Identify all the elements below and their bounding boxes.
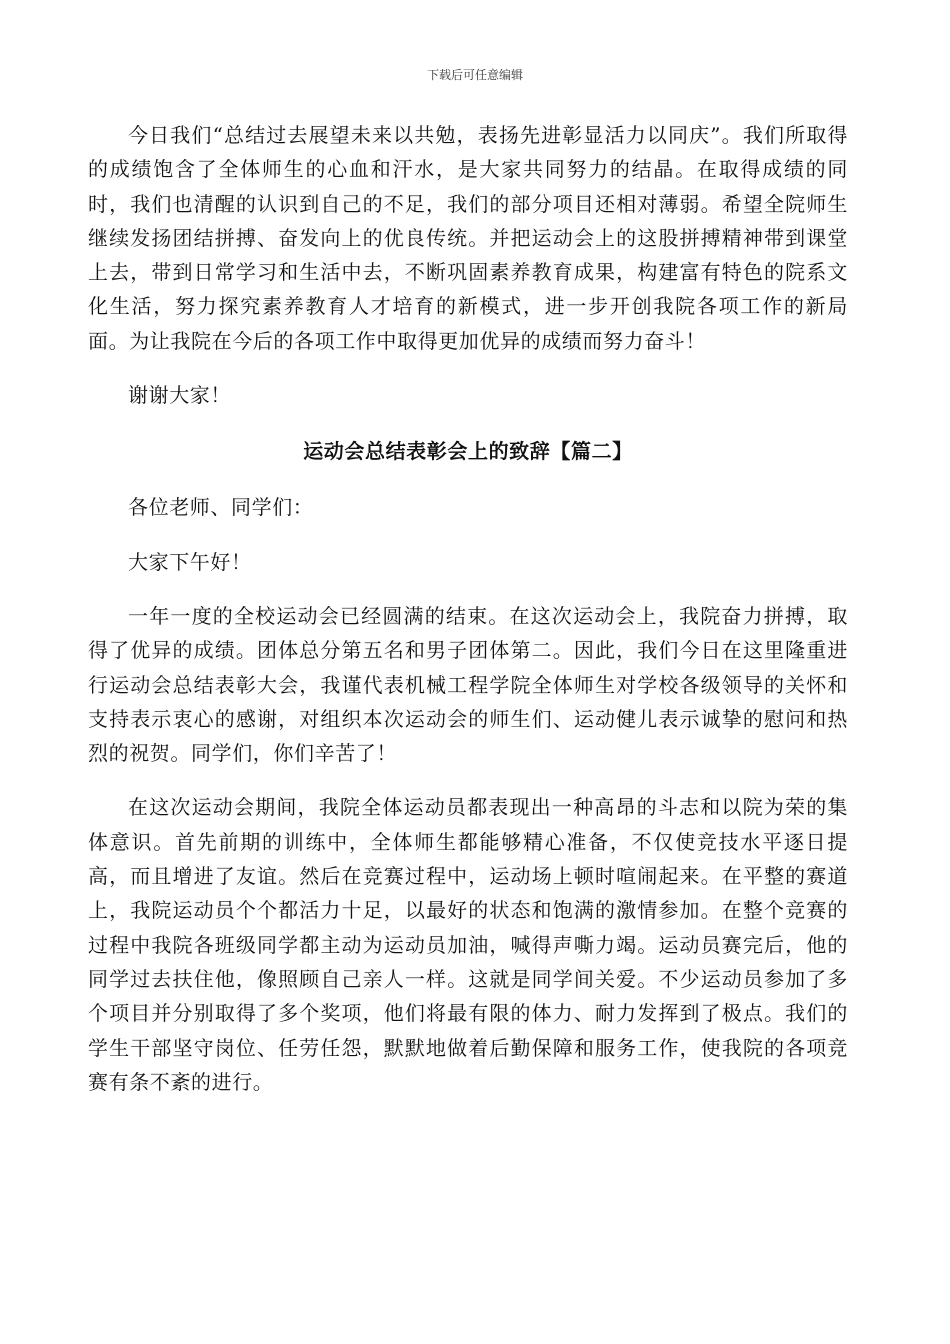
section-title: 运动会总结表彰会上的致辞【篇二】 <box>303 439 633 464</box>
paragraph-results: 一年一度的全校运动会已经圆满的结束。在这次运动会上，我院奋力拼搏，取得了优异的成绩。团体总分第五名和男子团体第二。因此，我们今日在这里隆重进行运动会总结表彰大会，我谨代表机械工程学院全体师生对学校各级领导的关怀和支持表示衷心的感谢，对组织本次运动会的师生们、运动健儿表示诚挚的慰问和热烈的祝贺。同学们，你们辛苦了！ <box>88 603 848 766</box>
paragraph-closing-remarks: 今日我们“总结过去展望未来以共勉，表扬先进彰显活力以同庆”。我们所取得的成绩饱含了全体师生的心血和汗水，是大家共同努力的结晶。在取得成绩的同时，我们也清醒的认识到自己的不足，我们的部分项目还相对薄弱。希望全院师生继续发扬团结拼搏、奋发向上的优良传统。并把运动会上的这股拼搏精神带到课堂上去，带到日常学习和生活中去，不断巩固素养教育成果，构建富有特色的院系文化生活，努力探究素养教育人才培育的新模式，进一步开创我院各项工作的新局面。为让我院在今后的各项工作中取得更加优异的成绩而努力奋斗！ <box>88 123 848 353</box>
paragraph-salutation: 各位老师、同学们： <box>128 495 314 520</box>
paragraph-greeting: 大家下午好！ <box>128 549 252 574</box>
header-note: 下载后可任意编辑 <box>426 68 523 82</box>
paragraph-athletes: 在这次运动会期间，我院全体运动员都表现出一种高昂的斗志和以院为荣的集体意识。首先前期的训练中，全体师生都能够精心准备，不仅使竞技水平逐日提高，而且增进了友谊。然后在竞赛过程中，运动场上顿时喧闹起来。在平整的赛道上，我院运动员个个都活力十足，以最好的状态和饱满的激情参加。在整个竞赛的过程中我院各班级同学都主动为运动员加油，喊得声嘶力竭。运动员赛完后，他的同学过去扶住他，像照顾自己亲人一样。这就是同学间关爱。不少运动员参加了多个项目并分别取得了多个奖项，他们将最有限的体力、耐力发挥到了极点。我们的学生干部坚守岗位、任劳任怨，默默地做着后勤保障和服务工作，使我院的各项竞赛有条不紊的进行。 <box>88 795 848 1094</box>
document-body <box>88 118 848 1099</box>
paragraph-thanks: 谢谢大家！ <box>128 383 231 408</box>
